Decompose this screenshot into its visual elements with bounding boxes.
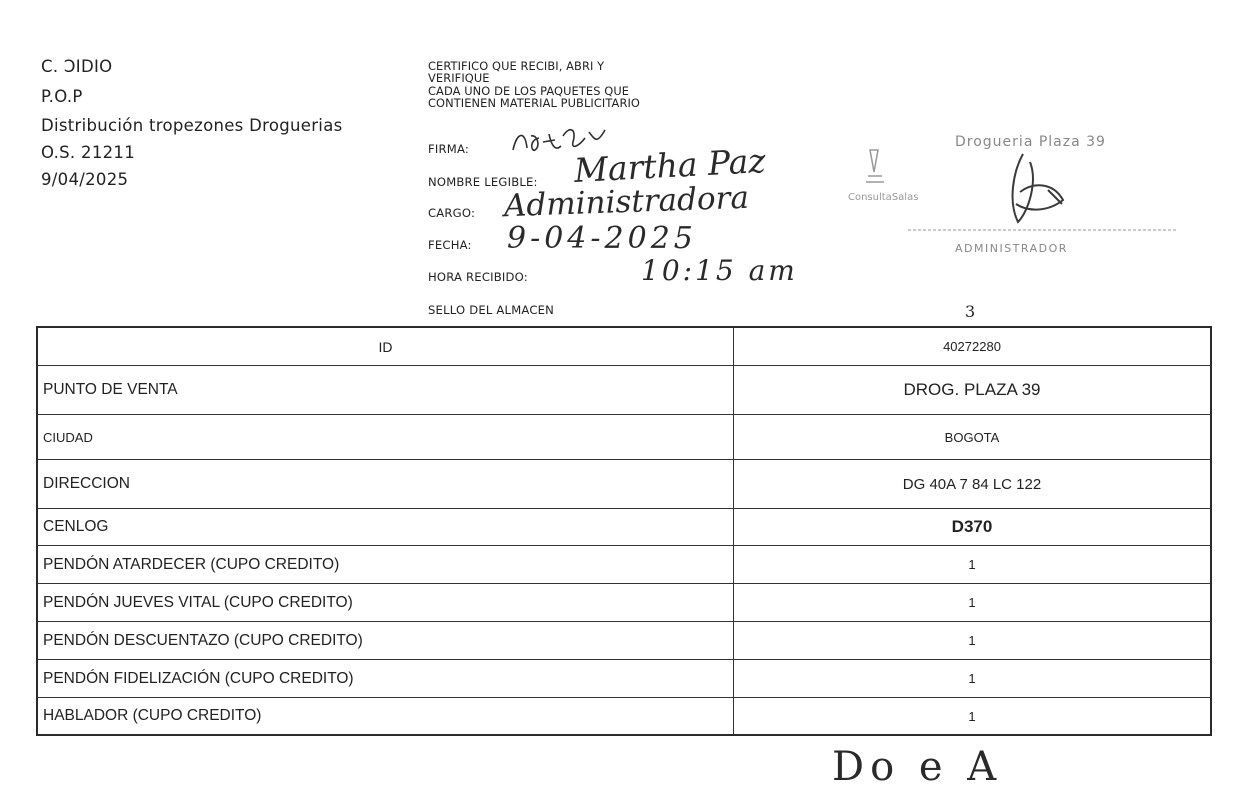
table-row (38, 508, 1210, 545)
header-line-2: P.O.P (41, 87, 83, 106)
cert-line-4: CONTIENEN MATERIAL PUBLICITARIO (428, 96, 640, 111)
dispatch-table (36, 326, 1212, 736)
cert-line-2: VERIFIQUE (428, 71, 490, 86)
table-row (38, 583, 1210, 621)
cargo-label: CARGO: (428, 206, 476, 220)
firma-label: FIRMA: (428, 142, 469, 156)
header-line-4: O.S. 21211 (41, 143, 136, 162)
sello-label: SELLO DEL ALMACEN (428, 303, 555, 317)
stamp-name: Drogueria Plaza 39 (955, 134, 1106, 150)
table-row (38, 365, 1210, 414)
stamp-role: ADMINISTRADOR (955, 242, 1068, 255)
page-number: 3 (965, 302, 976, 321)
row-value: 1 (968, 671, 976, 686)
header-line-5: 9/04/2025 (41, 170, 129, 189)
handwritten-fecha: 9-04-2025 (507, 221, 697, 256)
handwritten-cargo: Administradora (503, 179, 750, 225)
row-value: D370 (951, 517, 993, 536)
table-row (38, 621, 1210, 659)
table-row (38, 697, 1210, 734)
row-value: 1 (968, 633, 976, 648)
row-label: PENDÓN ATARDECER (CUPO CREDITO) (38, 546, 734, 583)
cert-line-1: CERTIFICO QUE RECIBI, ABRI Y (428, 59, 605, 73)
header-line-1: C. ƆIDIO (41, 57, 113, 76)
handwritten-bottom-note: Do e A (832, 744, 1003, 790)
table-row (38, 459, 1210, 508)
handwritten-hora: 10:15 am (641, 254, 798, 287)
certification-text (428, 60, 708, 110)
row-value: 1 (968, 708, 976, 724)
table-row (38, 328, 1210, 365)
row-value: DG 40A 7 84 LC 122 (902, 475, 1042, 493)
cert-line-3: CADA UNO DE LOS PAQUETES QUE (428, 83, 630, 98)
row-value: 40272280 (943, 339, 1001, 354)
row-label: CIUDAD (38, 415, 734, 459)
fecha-label: FECHA: (428, 238, 472, 252)
nombre-label: NOMBRE LEGIBLE: (428, 175, 538, 189)
table-row (38, 414, 1210, 459)
row-label: CENLOG (38, 509, 734, 545)
row-label: ID (38, 328, 734, 365)
header-line-3: Distribución tropezones Droguerias (41, 116, 343, 135)
hora-label: HORA RECIBIDO: (428, 270, 528, 284)
table-row (38, 659, 1210, 697)
row-label: HABLADOR (CUPO CREDITO) (38, 698, 734, 734)
row-label: PENDÓN FIDELIZACIÓN (CUPO CREDITO) (38, 660, 734, 697)
row-label: PENDÓN DESCUENTAZO (CUPO CREDITO) (38, 622, 734, 659)
row-label: DIRECCION (38, 460, 734, 508)
row-value: 1 (968, 595, 976, 610)
row-value: BOGOTA (944, 429, 1000, 445)
table-row (38, 545, 1210, 583)
row-label: PUNTO DE VENTA (38, 366, 734, 414)
svg-text:ConsultaSalas: ConsultaSalas (848, 192, 919, 203)
row-value: 1 (968, 557, 976, 572)
row-value: DROG. PLAZA 39 (903, 380, 1041, 399)
handwritten-nombre: Martha Paz (573, 141, 767, 190)
row-label: PENDÓN JUEVES VITAL (CUPO CREDITO) (38, 584, 734, 621)
